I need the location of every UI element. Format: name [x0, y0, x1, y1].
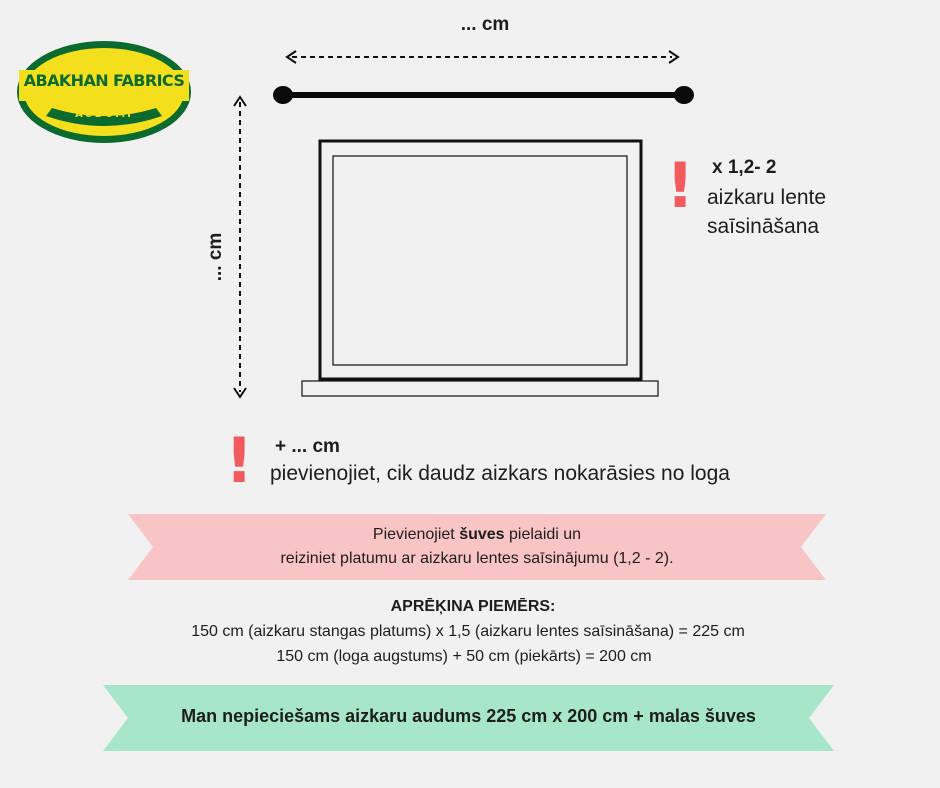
instruction-line: reiziniet platumu ar aizkaru lentes saīsinājumu (1,2 - 2).	[280, 550, 674, 567]
rod-width-label: ... cm	[460, 14, 510, 35]
result-text: Man nepieciešams aizkaru audums 225 cm x 200 cm + malas šuves	[181, 706, 756, 726]
example-title: APRĒĶINA PIEMĒRS:	[390, 598, 556, 615]
width-arrow	[287, 51, 678, 63]
logo-brand-text: ABAKHAN FABRICS	[23, 71, 185, 90]
tape-multiplier: x 1,2- 2	[712, 157, 777, 178]
exclamation-icon: !	[666, 149, 695, 222]
example-line: 150 cm (loga augstums) + 50 cm (piekārts) = 200 cm	[276, 648, 652, 665]
tape-note-line: saīsināšana	[707, 215, 820, 238]
tape-note-line: aizkaru lente	[707, 186, 827, 209]
exclamation-icon: !	[225, 424, 254, 497]
example-line: 150 cm (aizkaru stangas platums) x 1,5 (aizkaru lentes saīsināšana) = 225 cm	[191, 623, 745, 640]
drop-addition: + ... cm	[275, 436, 340, 457]
instruction-ribbon	[128, 514, 826, 580]
window-frame	[302, 141, 658, 396]
instruction-bold-word: šuves	[459, 526, 505, 543]
window-height-label: ... cm	[205, 232, 226, 282]
curtain-rod	[273, 86, 694, 104]
logo-sub-text: AUDUMI	[75, 109, 133, 120]
drop-note-text: pievienojiet, cik daudz aizkars nokarāsies no loga	[270, 462, 730, 485]
height-arrow	[234, 97, 246, 397]
instruction-line: Pievienojiet šuves pielaidi un	[372, 526, 582, 543]
